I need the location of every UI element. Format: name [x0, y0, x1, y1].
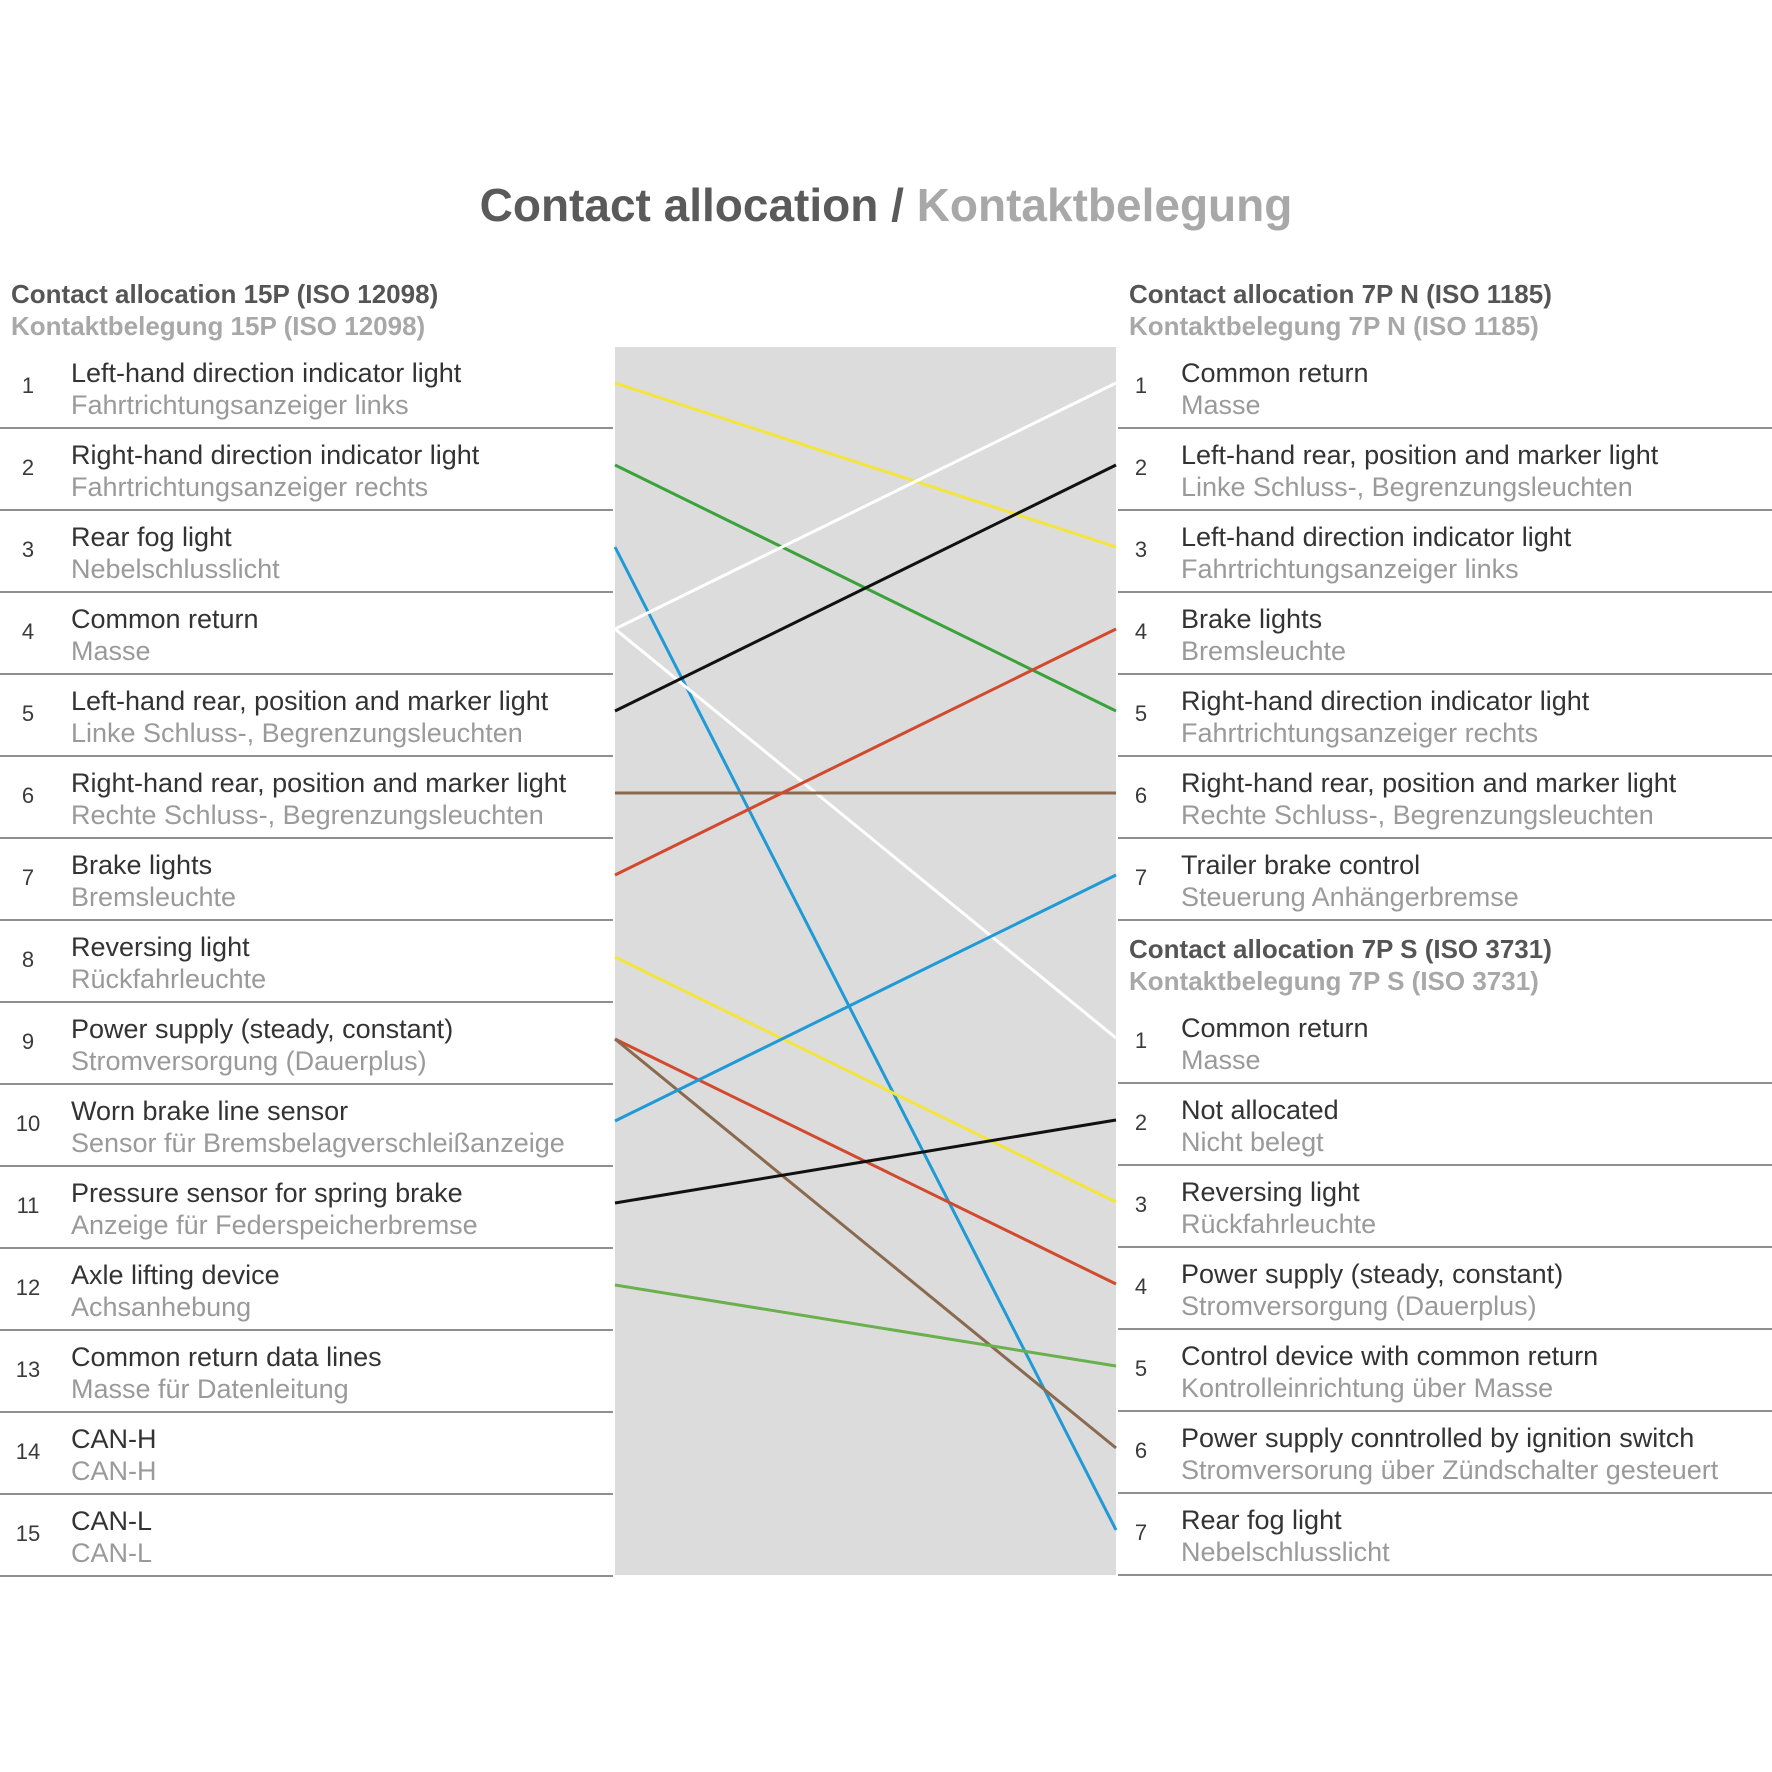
section-title-7pn-de: Kontaktbelegung 7P N (ISO 1185) [1129, 311, 1539, 341]
pin-number: 7 [1134, 1520, 1148, 1545]
pin-number: 7 [21, 865, 35, 890]
label-en: CAN-L [71, 1506, 153, 1536]
pin-number: 15 [15, 1521, 41, 1546]
label-en: Rear fog light [71, 522, 232, 552]
contact-row-left-6 [0, 757, 613, 839]
section-heading-7pn [1129, 278, 1552, 342]
label-de: Bremsleuchte [1181, 636, 1347, 666]
contact-row-right-s-3 [1118, 1166, 1772, 1248]
label-de: Anzeige für Federspeicherbremse [71, 1210, 478, 1240]
label-en: Brake lights [1181, 604, 1323, 634]
label-en: Common return [71, 604, 259, 634]
label-de: Masse [1181, 1045, 1261, 1075]
section-title-7pn-en: Contact allocation 7P N (ISO 1185) [1129, 279, 1552, 309]
contact-row-right-s-5 [1118, 1330, 1772, 1412]
label-de: Rechte Schluss-, Begrenzungsleuchten [1181, 800, 1654, 830]
contact-row-left-10 [0, 1085, 613, 1167]
pin-number: 2 [21, 455, 35, 480]
label-en: Not allocated [1181, 1095, 1339, 1125]
contact-row-right-s-6 [1118, 1412, 1772, 1494]
label-en: Left-hand direction indicator light [1181, 522, 1572, 552]
label-de: Fahrtrichtungsanzeiger rechts [1181, 718, 1539, 748]
main-title-de: Kontaktbelegung [916, 179, 1293, 231]
label-en: Common return [1181, 1013, 1369, 1043]
label-de: Stromversorung über Zündschalter gesteuert [1181, 1455, 1719, 1485]
pin-number: 5 [1134, 701, 1148, 726]
section-title-7ps-de: Kontaktbelegung 7P S (ISO 3731) [1129, 966, 1539, 996]
label-de: Fahrtrichtungsanzeiger links [1181, 554, 1519, 584]
contact-row-left-14 [0, 1413, 613, 1495]
contact-row-left-4 [0, 593, 613, 675]
label-en: Power supply (steady, constant) [71, 1014, 454, 1044]
contact-row-right-n-7 [1118, 839, 1772, 921]
section-title-15p-en: Contact allocation 15P (ISO 12098) [11, 279, 439, 309]
label-en: Pressure sensor for spring brake [71, 1178, 463, 1208]
label-de: Steuerung Anhängerbremse [1181, 882, 1519, 912]
section-title-7ps-en: Contact allocation 7P S (ISO 3731) [1129, 934, 1552, 964]
pin-number: 2 [1134, 1110, 1148, 1135]
contact-row-right-n-6 [1118, 757, 1772, 839]
label-en: Control device with common return [1181, 1341, 1599, 1371]
label-en: Right-hand direction indicator light [71, 440, 480, 470]
label-de: CAN-H [71, 1456, 157, 1486]
contact-row-right-n-5 [1118, 675, 1772, 757]
label-en: Brake lights [71, 850, 213, 880]
label-en: Common return [1181, 358, 1369, 388]
contact-row-right-n-3 [1118, 511, 1772, 593]
label-en: Common return data lines [71, 1342, 382, 1372]
wiring-panel-background [615, 347, 1116, 1575]
pin-number: 2 [1134, 455, 1148, 480]
contact-row-right-s-2 [1118, 1084, 1772, 1166]
pin-number: 9 [21, 1029, 35, 1054]
contact-row-right-n-1 [1118, 347, 1772, 429]
label-de: Linke Schluss-, Begrenzungsleuchten [71, 718, 523, 748]
contact-row-left-7 [0, 839, 613, 921]
pin-number: 1 [1134, 373, 1148, 398]
label-de: Nebelschlusslicht [71, 554, 280, 584]
label-en: Rear fog light [1181, 1505, 1342, 1535]
main-title-separator: / [891, 179, 904, 231]
label-en: Trailer brake control [1181, 850, 1421, 880]
label-de: Stromversorgung (Dauerplus) [1181, 1291, 1537, 1321]
pin-number: 11 [16, 1193, 40, 1218]
pin-number: 6 [1134, 783, 1148, 808]
contact-row-right-n-4 [1118, 593, 1772, 675]
contact-row-left-8 [0, 921, 613, 1003]
label-en: Left-hand direction indicator light [71, 358, 462, 388]
label-de: Nicht belegt [1181, 1127, 1324, 1157]
label-de: Linke Schluss-, Begrenzungsleuchten [1181, 472, 1633, 502]
pin-number: 1 [1134, 1028, 1148, 1053]
pin-number: 3 [1134, 537, 1148, 562]
contact-row-left-2 [0, 429, 613, 511]
label-de: Rückfahrleuchte [1181, 1209, 1377, 1239]
pin-number: 14 [15, 1439, 41, 1464]
label-de: Kontrolleinrichtung über Masse [1181, 1373, 1554, 1403]
pin-number: 3 [1134, 1192, 1148, 1217]
contact-row-right-s-1 [1118, 1002, 1772, 1084]
contact-row-left-1 [0, 347, 613, 429]
label-de: CAN-L [71, 1538, 153, 1568]
contact-row-right-n-2 [1118, 429, 1772, 511]
contact-row-left-5 [0, 675, 613, 757]
pin-number: 12 [15, 1275, 41, 1300]
label-en: Power supply (steady, constant) [1181, 1259, 1564, 1289]
pin-number: 7 [1134, 865, 1148, 890]
label-de: Sensor für Bremsbelagverschleißanzeige [71, 1128, 565, 1158]
contact-row-right-s-4 [1118, 1248, 1772, 1330]
contact-row-left-12 [0, 1249, 613, 1331]
pin-number: 4 [1134, 619, 1148, 644]
pin-number: 5 [21, 701, 35, 726]
label-de: Bremsleuchte [71, 882, 237, 912]
pin-number: 6 [21, 783, 35, 808]
label-en: Right-hand direction indicator light [1181, 686, 1590, 716]
label-en: CAN-H [71, 1424, 157, 1454]
label-en: Left-hand rear, position and marker light [71, 686, 549, 716]
label-de: Rückfahrleuchte [71, 964, 267, 994]
label-en: Right-hand rear, position and marker light [71, 768, 567, 798]
contact-row-right-s-7 [1118, 1494, 1772, 1576]
contact-row-left-9 [0, 1003, 613, 1085]
pin-number: 13 [15, 1357, 41, 1382]
label-en: Axle lifting device [71, 1260, 280, 1290]
label-en: Reversing light [1181, 1177, 1360, 1207]
label-en: Worn brake line sensor [71, 1096, 349, 1126]
label-de: Masse [71, 636, 151, 666]
section-heading-7ps [1129, 933, 1552, 997]
label-de: Masse [1181, 390, 1261, 420]
label-de: Stromversorgung (Dauerplus) [71, 1046, 427, 1076]
label-en: Left-hand rear, position and marker light [1181, 440, 1659, 470]
pin-number: 1 [21, 373, 35, 398]
pin-number: 4 [1134, 1274, 1148, 1299]
label-en: Right-hand rear, position and marker light [1181, 768, 1677, 798]
label-de: Fahrtrichtungsanzeiger links [71, 390, 409, 420]
main-title-en: Contact allocation [479, 179, 879, 231]
contact-row-left-13 [0, 1331, 613, 1413]
contact-row-left-3 [0, 511, 613, 593]
label-de: Achsanhebung [71, 1292, 252, 1322]
pin-number: 4 [21, 619, 35, 644]
pin-number: 8 [21, 947, 35, 972]
contact-row-left-15 [0, 1495, 613, 1577]
pin-number: 3 [21, 537, 35, 562]
section-heading-15p [11, 278, 438, 342]
label-en: Reversing light [71, 932, 250, 962]
pin-number: 6 [1134, 1438, 1148, 1463]
label-de: Rechte Schluss-, Begrenzungsleuchten [71, 800, 544, 830]
label-de: Fahrtrichtungsanzeiger rechts [71, 472, 429, 502]
section-title-15p-de: Kontaktbelegung 15P (ISO 12098) [11, 311, 426, 341]
pin-number: 5 [1134, 1356, 1148, 1381]
contact-row-left-11 [0, 1167, 613, 1249]
label-de: Nebelschlusslicht [1181, 1537, 1390, 1567]
pin-number: 10 [15, 1111, 41, 1136]
label-de: Masse für Datenleitung [71, 1374, 349, 1404]
label-en: Power supply conntrolled by ignition switch [1181, 1423, 1695, 1453]
